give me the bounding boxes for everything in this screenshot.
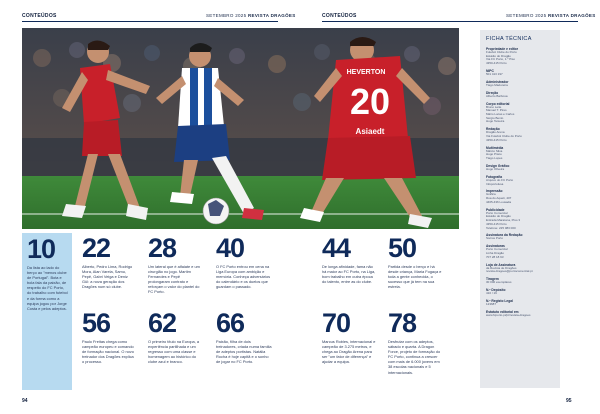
right-header-rule	[322, 21, 578, 22]
sidebar-entry-line: 501 413 197	[486, 72, 503, 76]
sidebar-entry-line: Entrada Maratona, Piso 3	[486, 218, 521, 223]
sidebar-entry	[486, 102, 554, 125]
item-number: 28	[148, 233, 177, 263]
item-22	[82, 235, 134, 289]
sidebar-entry-line: Hugo Oliveira	[486, 166, 505, 171]
sidebar-entry-line: Mário Lucas e Carlos	[486, 112, 515, 117]
sidebar-entry-line: Rua do Aqueli, 407	[486, 196, 512, 201]
left-header-rule	[22, 21, 278, 22]
sidebar-entry-label: Estatuto editorial em	[486, 309, 519, 314]
sidebar-entry-label: Multimédia	[486, 145, 504, 150]
right-player-sponsor: Asiaedt	[355, 127, 385, 136]
sidebar-entry-line: Linha Dragão	[486, 251, 505, 256]
sidebar-entry-line: 4465-436 Lousada	[486, 199, 512, 204]
sidebar-entry-line: Sócios Porto	[486, 236, 504, 241]
item-text: O primeiro título na Europa, a experiência partilhada e um regresso com uma classe e homenagem ao histórico do clube azul e branco.	[148, 339, 200, 365]
sidebar-entry-label: Design Gráfico	[486, 163, 510, 168]
sidebar-entry-line: Sérgio Bento	[486, 115, 504, 120]
item-62	[148, 310, 202, 364]
sidebar-entry	[486, 233, 554, 241]
item-number: 66	[216, 308, 245, 338]
right-header-meta	[506, 13, 596, 18]
sidebar-entry-line: da Revista de Dragões	[486, 265, 517, 270]
sidebar-entry-label: Propriedade e editor	[486, 47, 519, 51]
sidebar-entry-line: Hugo Teixeira	[486, 119, 505, 124]
right-header	[322, 13, 357, 19]
sidebar-entry	[486, 263, 554, 274]
sidebar-entry-line: 4350-415 Porto	[486, 137, 507, 142]
sidebar-entry-line: Tiago Madureira	[486, 82, 508, 87]
sidebar-entry-line: Via Futebol Clube do Porto	[486, 134, 522, 139]
item-number: 44	[322, 233, 351, 263]
right-section-label: CONTEÚDOS	[322, 13, 357, 19]
item-number: 56	[82, 308, 111, 338]
item-text: Paulo Freitas chega como campeão europeu e comando de formação nacional. O novo treinador dos Dragões explica o processo.	[82, 339, 134, 365]
sidebar-entry-label: Administrador	[486, 79, 509, 84]
sidebar-entry-line: Alberto Barbosa	[486, 93, 508, 98]
left-header-magazine: REVISTA DRAGÕES	[247, 13, 296, 18]
sidebar-entry-line: Porto Comercial	[486, 210, 508, 215]
sidebar-entry-line: 410 / 19	[486, 291, 497, 296]
football	[203, 198, 229, 224]
sidebar-entry-line: Manuel T. Pires	[486, 108, 507, 113]
sidebar-entry-line: Estádio do Dragão	[486, 214, 511, 219]
sidebar-entry-line: www.fcporto.pt/pt/revista-dragoes	[486, 312, 531, 317]
item-text: Alberto, Pedro Lima, Rodrigo Mora, Alan Varela, Samu, Pepê, Gabri Veiga e Deniz Gül: a nova geração dos Dragões num só clube.	[82, 264, 133, 290]
item-number: 62	[148, 308, 177, 338]
sidebar-entry-line: 123687	[486, 302, 497, 307]
sidebar-entry	[486, 175, 554, 186]
item-text: Um lateral que é alfaiate e um cirurgião no jogo. Martim Fernandes e Pepê prolongaram contrato e reforçam o valor do plantel do FC Porto.	[148, 264, 200, 295]
sidebar-entry-label: Assinatura da Redação	[486, 233, 523, 238]
right-header-date: SETEMBRO 2025	[506, 13, 547, 18]
item-text: De longa afinidade, fama não há maior ao FC Porto, na Liga, bom trabalho em outra época do talento, entre as do clube.	[322, 264, 376, 285]
item-78	[388, 310, 444, 375]
item-28	[148, 235, 202, 295]
sidebar-entry-line: Márcio Silva	[486, 148, 503, 153]
sidebar-entry	[486, 80, 554, 88]
sidebar-entry-line: Hugo Prieto	[486, 152, 502, 157]
left-header-date: SETEMBRO 2025	[206, 13, 247, 18]
item-text: Marcus Robles, internacional e campeão de 3.275 metros, e chega ao Dragão Arena para ser "um fator de diferença" e ajudar a equipa.	[322, 339, 376, 365]
sidebar-entry	[486, 299, 554, 307]
sidebar-items	[486, 47, 554, 318]
right-player-number: 20	[349, 81, 391, 122]
sidebar-entry-label: Redação	[486, 127, 500, 132]
right-player-name: HEVERTON	[346, 69, 386, 76]
sidebar-entry-line: 4350-415 Porto	[486, 221, 507, 226]
item-56	[82, 310, 134, 364]
sidebar-entry	[486, 189, 554, 204]
item-text: Da lista ao lado do berço ao "menos clube de Portugal". Bota e bola fala da paixão, de respeito do FC Porto, do trabalho com futebol e da forma como a equipa jogou por Jorge Costa e pelos adeptos.	[27, 265, 68, 311]
item-66	[216, 310, 272, 364]
match-photo-illustration	[22, 28, 459, 229]
item-text: O FC Porto entrou em cena na Liga Europa com ambição e memória. Conheça adversários do calendário e os duelos que guardam o passado.	[216, 264, 271, 290]
sidebar-entry-line: 30 000 exemplares	[486, 280, 512, 285]
left-page-number: 94	[22, 398, 28, 404]
sidebar-entry-line: revista.dragoes@portocomercial.pt	[486, 269, 533, 274]
sidebar-entry-label: Loja de Assinatura	[486, 262, 516, 267]
sidebar-entry-label: Publicidade	[486, 207, 505, 212]
item-number: 10	[27, 234, 56, 264]
left-section-label: CONTEÚDOS	[22, 13, 57, 19]
sidebar-entry	[486, 288, 554, 296]
sidebar-entry-label: Tiragem	[486, 277, 499, 282]
left-header	[22, 13, 57, 19]
sidebar-entry-line: 4350-415 Porto	[486, 61, 507, 66]
sidebar-entry	[486, 244, 554, 259]
item-10-highlight	[22, 233, 72, 390]
sidebar-entry	[486, 127, 554, 142]
sidebar-entry-line: Infoportolusa	[486, 181, 504, 186]
sidebar-entry	[486, 277, 554, 285]
sidebar-entry-label: Corpo editorial	[486, 101, 510, 106]
item-number: 70	[322, 308, 351, 338]
sidebar-entry-line: Arquivo do FC Porto	[486, 177, 514, 182]
item-50	[388, 235, 444, 289]
sidebar-entry-line: Futebol Clube do Porto	[486, 50, 517, 54]
match-photo	[22, 28, 459, 229]
sidebar-entry	[486, 146, 554, 161]
sidebar-entry-line: Via FC Porto, 1.º Piso	[486, 57, 516, 62]
item-44	[322, 235, 376, 284]
sidebar-entry	[486, 69, 554, 77]
sidebar-entry	[486, 208, 554, 231]
sidebar-entry-line: Gráfica	[486, 192, 496, 197]
sidebar-entry-label: Assinaturas	[486, 244, 505, 249]
item-text: Paixão, filha de dois treinadores, criada numa família de adeptos portistas. Natália Rocha é hoje capitã e o sonho de jogar no FC Porto.	[216, 339, 272, 365]
item-text: Desfrutar com os adeptos, sábado e quarta. A Dragon Force, projeto de formação do FC Porto, continua a crescer com mais de 6.000 jovens em 38 escolas nacionais e 5 internacionais.	[388, 339, 441, 375]
sidebar-entry-line: Estádio do Dragão	[486, 53, 511, 58]
sidebar-entry-line: Tiago Lopes	[486, 156, 503, 161]
sidebar-entry-label: Impressão	[486, 189, 503, 194]
sidebar-entry-label: Direção	[486, 90, 499, 95]
sidebar-entry-line: Dragão Arena	[486, 130, 505, 135]
sidebar-entry-label: N.º Depósito	[486, 288, 506, 293]
sidebar-entry-line: 707 28 18 93	[486, 254, 504, 259]
sidebar-entry	[486, 47, 554, 66]
ficha-tecnica-sidebar	[480, 30, 560, 388]
right-header-magazine: REVISTA DRAGÕES	[547, 13, 596, 18]
sidebar-entry-line: Telefone: 225 083 000	[486, 225, 516, 230]
sidebar-entry	[486, 310, 554, 318]
sidebar-entry-label: N.º Registo Legal	[486, 299, 514, 304]
sidebar-entry	[486, 91, 554, 99]
item-40	[216, 235, 272, 289]
item-number: 50	[388, 233, 417, 263]
left-header-meta	[206, 13, 296, 18]
sidebar-entry-label: Fotografia	[486, 174, 503, 179]
sidebar-entry-line: Porto Comercial	[486, 247, 508, 252]
sidebar-title: FICHA TÉCNICA	[486, 36, 532, 42]
item-number: 78	[388, 308, 417, 338]
item-text: Partida desde o berço e há desde criança, Maria Fogaça e toda a gente conhecida, o sucesso que já tem na sua estreia.	[388, 264, 442, 290]
item-number: 40	[216, 233, 245, 263]
right-page-number: 95	[566, 398, 572, 404]
item-70	[322, 310, 376, 364]
sidebar-entry-label: NIPC	[486, 69, 494, 73]
item-number: 22	[82, 233, 111, 263]
sidebar-entry-line: Bruno Leite	[486, 104, 502, 109]
sidebar-entry	[486, 164, 554, 172]
